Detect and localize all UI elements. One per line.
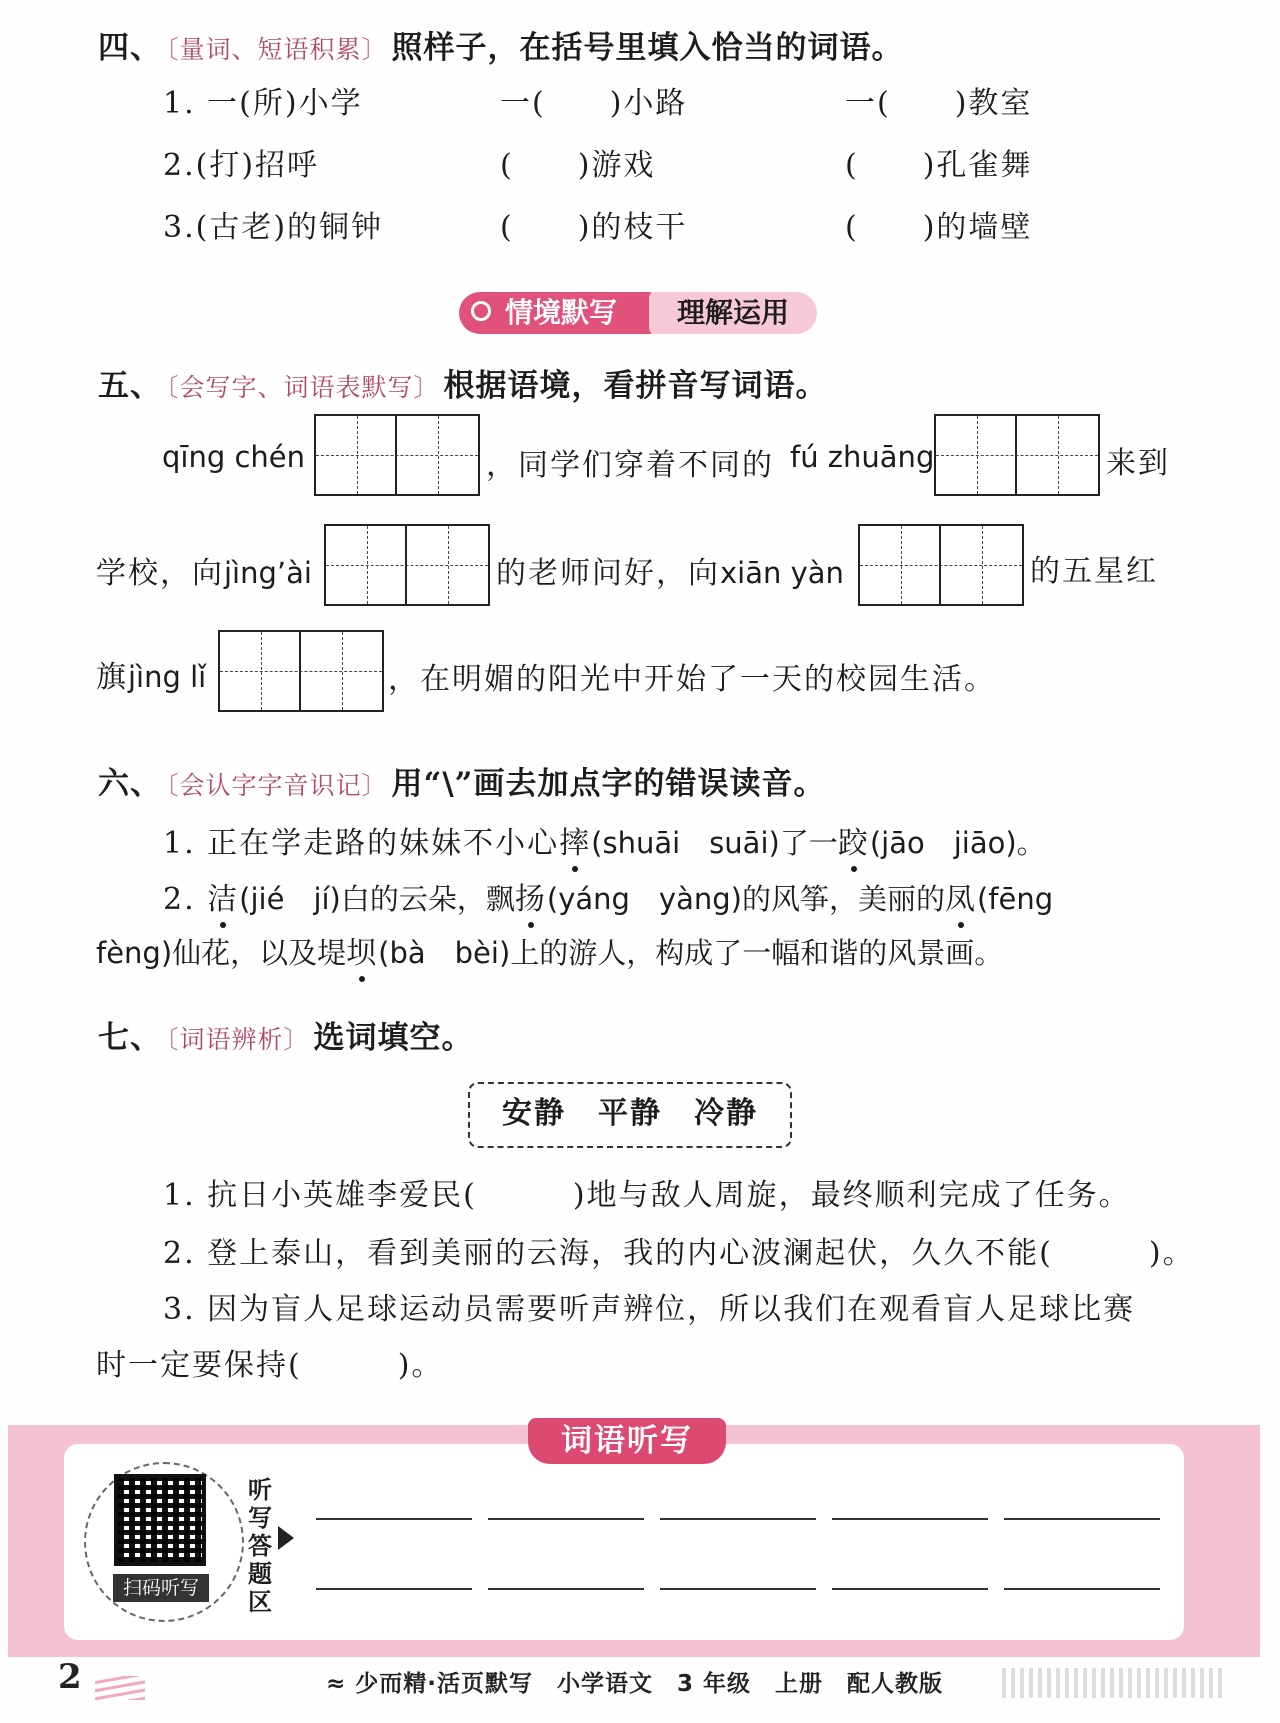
section-7-heading: 七、 〔词语辨析〕 选词填空。 [98,1020,474,1056]
answer-line[interactable] [660,1518,816,1520]
line1-text: ，同学们穿着不同的 [486,448,774,483]
answer-line[interactable] [1004,1518,1160,1520]
section-5-heading: 五、 〔会写字、词语表默写〕 根据语境，看拼音写词语。 [98,368,828,404]
answer-area-label: 听写答题区 [248,1476,272,1616]
dictation-title: 词语听写 [528,1418,726,1464]
answer-line[interactable] [1004,1588,1160,1590]
sec4-r1-c2: 一( )小路 [500,86,688,121]
grid-guide [936,455,1098,456]
sec6-q1: 1. 正在学走路的妹妹不小心摔(shuāi suāi)了一跤(jāo jiāo)。 [163,818,1046,862]
sec6-q2-line1: 2. 洁(jié jí)白的云朵，飘扬(yáng yàng)的风筝，美丽的凤(fēng [163,874,1053,918]
line2-mid: 的老师问好，向xiān yàn [496,556,844,591]
sec4-r2-c3: ( )孔雀舞 [845,148,1033,183]
pinyin-qingchen: qīng chén [162,440,306,474]
sec4-r3-c3: ( )的墙壁 [845,210,1033,245]
section-6-heading: 六、 〔会认字字音识记〕 用“\”画去加点字的错误读音。 [98,766,826,802]
line1-tail: 来到 [1106,446,1170,481]
sec4-r3-c2: ( )的枝干 [500,210,688,245]
answer-line[interactable] [832,1588,988,1590]
grid-guide [326,565,488,566]
section-7-tag: 〔词语辨析〕 [166,1025,310,1054]
answer-grid[interactable] [858,524,1024,606]
line2-head: 学校，向jìng’ài [96,556,312,591]
footer-grade: 3 年级 [677,1671,752,1697]
footer-term: 上册 [775,1671,824,1697]
answer-grid[interactable] [324,524,490,606]
sec4-r1-c3: 一( )教室 [845,86,1033,121]
banner-right: 理解运用 [649,292,817,334]
banner-left: 情境默写 [459,292,655,334]
section-4-heading: 四、 〔量词、短语积累〕 照样子，在括号里填入恰当的词语。 [98,30,904,66]
pinyin-fuzhuang: fú zhuāng [790,440,935,474]
answer-grid[interactable] [218,630,384,712]
answer-line[interactable] [488,1518,644,1520]
sec4-r1-c1: 1. 一(所)小学 [163,86,363,121]
answer-grid[interactable] [934,414,1100,496]
qr-code-icon[interactable] [114,1474,206,1566]
answer-line[interactable] [832,1518,988,1520]
grid-guide [316,455,478,456]
arrow-right-icon [278,1526,294,1550]
wave-decoration [95,1676,145,1700]
line3-tail: ，在明媚的阳光中开始了一天的校园生活。 [388,662,996,697]
footer-info [326,1665,967,1698]
sec4-r2-c2: ( )游戏 [500,148,656,183]
grid-guide [220,671,382,672]
barcode-decoration [1002,1668,1224,1698]
section-4-tag: 〔量词、短语积累〕 [166,35,388,64]
answer-line[interactable] [316,1518,472,1520]
sec7-q2: 2. 登上泰山，看到美丽的云海，我的内心波澜起伏，久久不能( )。 [163,1236,1195,1271]
sec4-r3-c1: 3.(古老)的铜钟 [163,210,384,245]
medal-icon [471,301,491,321]
sec7-q1: 1. 抗日小英雄李爱民( )地与敌人周旋，最终顺利完成了任务。 [163,1178,1131,1213]
section-6-title: 用“\”画去加点字的错误读音。 [391,766,826,802]
page-number: 2 [58,1657,82,1697]
section-banner [459,292,817,334]
section-6-tag: 〔会认字字音识记〕 [166,771,388,800]
section-4-title: 照样子，在括号里填入恰当的词语。 [391,30,904,66]
answer-line[interactable] [488,1588,644,1590]
section-5-tag: 〔会写字、词语表默写〕 [166,373,440,402]
line3-head: 旗jìng lǐ [96,660,207,695]
footer-edition: 配人教版 [847,1671,944,1697]
footer-subject: 小学语文 [557,1671,654,1697]
section-5-title: 根据语境，看拼音写词语。 [443,368,828,404]
sec7-q3-line1: 3. 因为盲人足球运动员需要听声辨位，所以我们在观看盲人足球比赛 [163,1292,1136,1327]
sec6-q2-line2: fèng)仙花，以及堤坝(bà bèi)上的游人，构成了一幅和谐的风景画。 [96,928,1003,972]
answer-line[interactable] [316,1588,472,1590]
sec7-q3-line2: 时一定要保持( )。 [96,1348,444,1383]
footer-brand: ≈ 少而精·活页默写 [326,1671,534,1697]
line2-tail: 的五星红 [1030,554,1158,589]
section-7-title: 选词填空。 [313,1020,474,1056]
word-bank: 安静 平静 冷静 [468,1082,792,1148]
scan-label: 扫码听写 [113,1574,209,1602]
answer-line[interactable] [660,1588,816,1590]
grid-guide [860,565,1022,566]
sec4-r2-c1: 2.(打)招呼 [163,148,320,183]
answer-grid[interactable] [314,414,480,496]
